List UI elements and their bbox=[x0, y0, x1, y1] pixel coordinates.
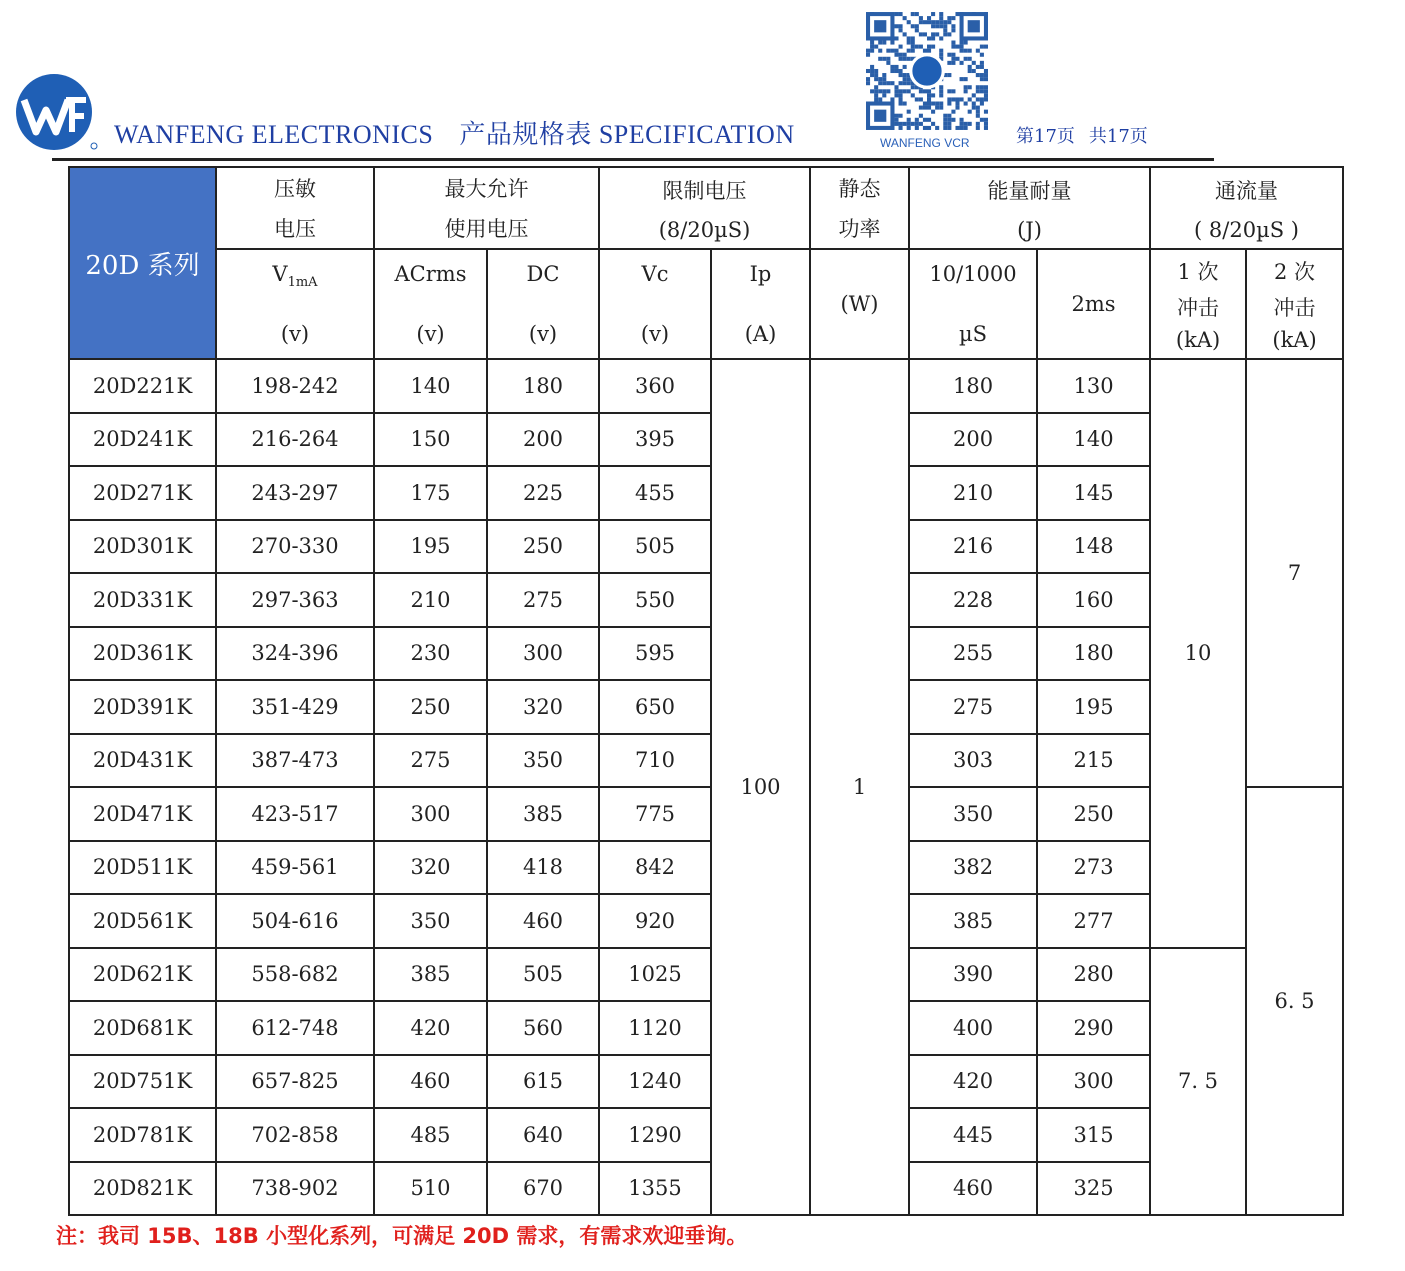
acrms-cell: 485 bbox=[374, 1108, 487, 1162]
model-cell: 20D471K bbox=[69, 787, 216, 841]
acrms-cell: 210 bbox=[374, 573, 487, 627]
energy-2ms-cell: 273 bbox=[1037, 841, 1150, 895]
acrms-cell: 275 bbox=[374, 734, 487, 788]
table-row bbox=[69, 359, 1343, 413]
qr-caption: WANFENG VCR bbox=[880, 136, 970, 150]
energy-10-1000-cell: 460 bbox=[909, 1162, 1037, 1216]
energy-2ms-cell: 315 bbox=[1037, 1108, 1150, 1162]
energy-10-1000-cell: 255 bbox=[909, 627, 1037, 681]
energy-2ms-cell: 130 bbox=[1037, 359, 1150, 413]
acrms-cell: 350 bbox=[374, 894, 487, 948]
varistor-voltage-cell: 216-264 bbox=[216, 413, 374, 467]
page-number bbox=[1016, 122, 1162, 148]
subheader-acrms: ACrms (v) bbox=[374, 249, 487, 359]
header-clamp-voltage: 限制电压 (8/20µS) bbox=[599, 167, 810, 249]
vc-cell: 1290 bbox=[599, 1108, 711, 1162]
vc-cell: 1120 bbox=[599, 1001, 711, 1055]
header-energy: 能量耐量 (J) bbox=[909, 167, 1150, 249]
subheader-surge-2: 2 次 冲击 (kA) bbox=[1246, 249, 1343, 359]
dc-cell: 385 bbox=[487, 787, 599, 841]
model-cell: 20D241K bbox=[69, 413, 216, 467]
subheader-surge-1: 1 次 冲击 (kA) bbox=[1150, 249, 1246, 359]
dc-cell: 640 bbox=[487, 1108, 599, 1162]
power-cell: 1 bbox=[810, 359, 909, 1215]
varistor-voltage-cell: 657-825 bbox=[216, 1055, 374, 1109]
acrms-cell: 230 bbox=[374, 627, 487, 681]
surge-2-cell: 6. 5 bbox=[1246, 787, 1343, 1215]
varistor-voltage-cell: 423-517 bbox=[216, 787, 374, 841]
subheader-vc: Vc (v) bbox=[599, 249, 711, 359]
dc-cell: 460 bbox=[487, 894, 599, 948]
varistor-voltage-cell: 351-429 bbox=[216, 680, 374, 734]
energy-10-1000-cell: 180 bbox=[909, 359, 1037, 413]
energy-10-1000-cell: 420 bbox=[909, 1055, 1037, 1109]
brand-name: WANFENG ELECTRONICS bbox=[114, 120, 434, 149]
energy-10-1000-cell: 390 bbox=[909, 948, 1037, 1002]
varistor-voltage-cell: 702-858 bbox=[216, 1108, 374, 1162]
subheader-w: (W) bbox=[810, 249, 909, 359]
dc-cell: 200 bbox=[487, 413, 599, 467]
model-cell: 20D511K bbox=[69, 841, 216, 895]
energy-10-1000-cell: 400 bbox=[909, 1001, 1037, 1055]
surge-1-cell: 10 bbox=[1150, 359, 1246, 948]
energy-2ms-cell: 148 bbox=[1037, 520, 1150, 574]
varistor-voltage-cell: 612-748 bbox=[216, 1001, 374, 1055]
vc-cell: 1025 bbox=[599, 948, 711, 1002]
energy-10-1000-cell: 385 bbox=[909, 894, 1037, 948]
model-cell: 20D621K bbox=[69, 948, 216, 1002]
energy-10-1000-cell: 228 bbox=[909, 573, 1037, 627]
header-static-power: 静态 功率 bbox=[810, 167, 909, 249]
dc-cell: 320 bbox=[487, 680, 599, 734]
acrms-cell: 460 bbox=[374, 1055, 487, 1109]
ip-cell: 100 bbox=[711, 359, 810, 1215]
energy-10-1000-cell: 382 bbox=[909, 841, 1037, 895]
vc-cell: 1240 bbox=[599, 1055, 711, 1109]
vc-cell: 842 bbox=[599, 841, 711, 895]
energy-2ms-cell: 215 bbox=[1037, 734, 1150, 788]
model-cell: 20D751K bbox=[69, 1055, 216, 1109]
dc-cell: 225 bbox=[487, 466, 599, 520]
acrms-cell: 300 bbox=[374, 787, 487, 841]
vc-cell: 395 bbox=[599, 413, 711, 467]
energy-2ms-cell: 325 bbox=[1037, 1162, 1150, 1216]
acrms-cell: 385 bbox=[374, 948, 487, 1002]
acrms-cell: 420 bbox=[374, 1001, 487, 1055]
energy-10-1000-cell: 210 bbox=[909, 466, 1037, 520]
table-row bbox=[69, 948, 1343, 1002]
header-surge-current: 通流量 ( 8/20µS ) bbox=[1150, 167, 1343, 249]
model-cell: 20D331K bbox=[69, 573, 216, 627]
spec-title: 产品规格表 SPECIFICATION bbox=[459, 120, 795, 149]
energy-10-1000-cell: 216 bbox=[909, 520, 1037, 574]
subheader-energy-1: 10/1000 µS bbox=[909, 249, 1037, 359]
page-current: 第17页 bbox=[1016, 126, 1075, 147]
model-cell: 20D431K bbox=[69, 734, 216, 788]
subheader-energy-2: 2ms bbox=[1037, 249, 1150, 359]
vc-cell: 550 bbox=[599, 573, 711, 627]
dc-cell: 180 bbox=[487, 359, 599, 413]
acrms-cell: 195 bbox=[374, 520, 487, 574]
dc-cell: 350 bbox=[487, 734, 599, 788]
energy-2ms-cell: 300 bbox=[1037, 1055, 1150, 1109]
varistor-voltage-cell: 324-396 bbox=[216, 627, 374, 681]
varistor-voltage-cell: 504-616 bbox=[216, 894, 374, 948]
series-cell: 20D 系列 bbox=[69, 167, 216, 359]
energy-2ms-cell: 277 bbox=[1037, 894, 1150, 948]
spec-table bbox=[68, 166, 1344, 1216]
dc-cell: 505 bbox=[487, 948, 599, 1002]
energy-2ms-cell: 250 bbox=[1037, 787, 1150, 841]
varistor-voltage-cell: 198-242 bbox=[216, 359, 374, 413]
header-divider bbox=[52, 158, 1214, 161]
model-cell: 20D221K bbox=[69, 359, 216, 413]
acrms-cell: 150 bbox=[374, 413, 487, 467]
energy-10-1000-cell: 350 bbox=[909, 787, 1037, 841]
qr-code bbox=[866, 12, 988, 130]
dc-cell: 615 bbox=[487, 1055, 599, 1109]
acrms-cell: 175 bbox=[374, 466, 487, 520]
vc-cell: 710 bbox=[599, 734, 711, 788]
varistor-voltage-cell: 297-363 bbox=[216, 573, 374, 627]
dc-cell: 560 bbox=[487, 1001, 599, 1055]
model-cell: 20D681K bbox=[69, 1001, 216, 1055]
model-cell: 20D271K bbox=[69, 466, 216, 520]
model-cell: 20D301K bbox=[69, 520, 216, 574]
dc-cell: 250 bbox=[487, 520, 599, 574]
energy-2ms-cell: 290 bbox=[1037, 1001, 1150, 1055]
subheader-v1ma: $V_{1mA}$ (v) bbox=[216, 249, 374, 359]
energy-2ms-cell: 160 bbox=[1037, 573, 1150, 627]
vc-cell: 650 bbox=[599, 680, 711, 734]
acrms-cell: 320 bbox=[374, 841, 487, 895]
vc-cell: 505 bbox=[599, 520, 711, 574]
subheader-dc: DC (v) bbox=[487, 249, 599, 359]
surge-2-cell: 7 bbox=[1246, 359, 1343, 787]
vc-cell: 920 bbox=[599, 894, 711, 948]
wanfeng-logo bbox=[14, 70, 98, 154]
energy-10-1000-cell: 275 bbox=[909, 680, 1037, 734]
vc-cell: 1355 bbox=[599, 1162, 711, 1216]
vc-cell: 775 bbox=[599, 787, 711, 841]
footnote: 注：我司 15B、18B 小型化系列，可满足 20D 需求，有需求欢迎垂询。 bbox=[56, 1224, 748, 1248]
model-cell: 20D781K bbox=[69, 1108, 216, 1162]
energy-10-1000-cell: 303 bbox=[909, 734, 1037, 788]
energy-2ms-cell: 140 bbox=[1037, 413, 1150, 467]
model-cell: 20D821K bbox=[69, 1162, 216, 1216]
varistor-voltage-cell: 558-682 bbox=[216, 948, 374, 1002]
dc-cell: 300 bbox=[487, 627, 599, 681]
varistor-voltage-cell: 270-330 bbox=[216, 520, 374, 574]
surge-1-cell: 7. 5 bbox=[1150, 948, 1246, 1216]
energy-2ms-cell: 180 bbox=[1037, 627, 1150, 681]
varistor-voltage-cell: 243-297 bbox=[216, 466, 374, 520]
varistor-voltage-cell: 459-561 bbox=[216, 841, 374, 895]
vc-cell: 455 bbox=[599, 466, 711, 520]
model-cell: 20D361K bbox=[69, 627, 216, 681]
model-cell: 20D391K bbox=[69, 680, 216, 734]
vc-cell: 595 bbox=[599, 627, 711, 681]
dc-cell: 418 bbox=[487, 841, 599, 895]
acrms-cell: 140 bbox=[374, 359, 487, 413]
varistor-voltage-cell: 738-902 bbox=[216, 1162, 374, 1216]
header-varistor-voltage: 压敏 电压 bbox=[216, 167, 374, 249]
energy-2ms-cell: 280 bbox=[1037, 948, 1150, 1002]
dc-cell: 275 bbox=[487, 573, 599, 627]
model-cell: 20D561K bbox=[69, 894, 216, 948]
page-total: 共17页 bbox=[1088, 126, 1148, 147]
dc-cell: 670 bbox=[487, 1162, 599, 1216]
energy-10-1000-cell: 200 bbox=[909, 413, 1037, 467]
varistor-voltage-cell: 387-473 bbox=[216, 734, 374, 788]
energy-10-1000-cell: 445 bbox=[909, 1108, 1037, 1162]
header-max-voltage: 最大允许 使用电压 bbox=[374, 167, 599, 249]
energy-2ms-cell: 145 bbox=[1037, 466, 1150, 520]
acrms-cell: 250 bbox=[374, 680, 487, 734]
energy-2ms-cell: 195 bbox=[1037, 680, 1150, 734]
subheader-ip: Ip (A) bbox=[711, 249, 810, 359]
vc-cell: 360 bbox=[599, 359, 711, 413]
header-title bbox=[114, 114, 795, 151]
acrms-cell: 510 bbox=[374, 1162, 487, 1216]
